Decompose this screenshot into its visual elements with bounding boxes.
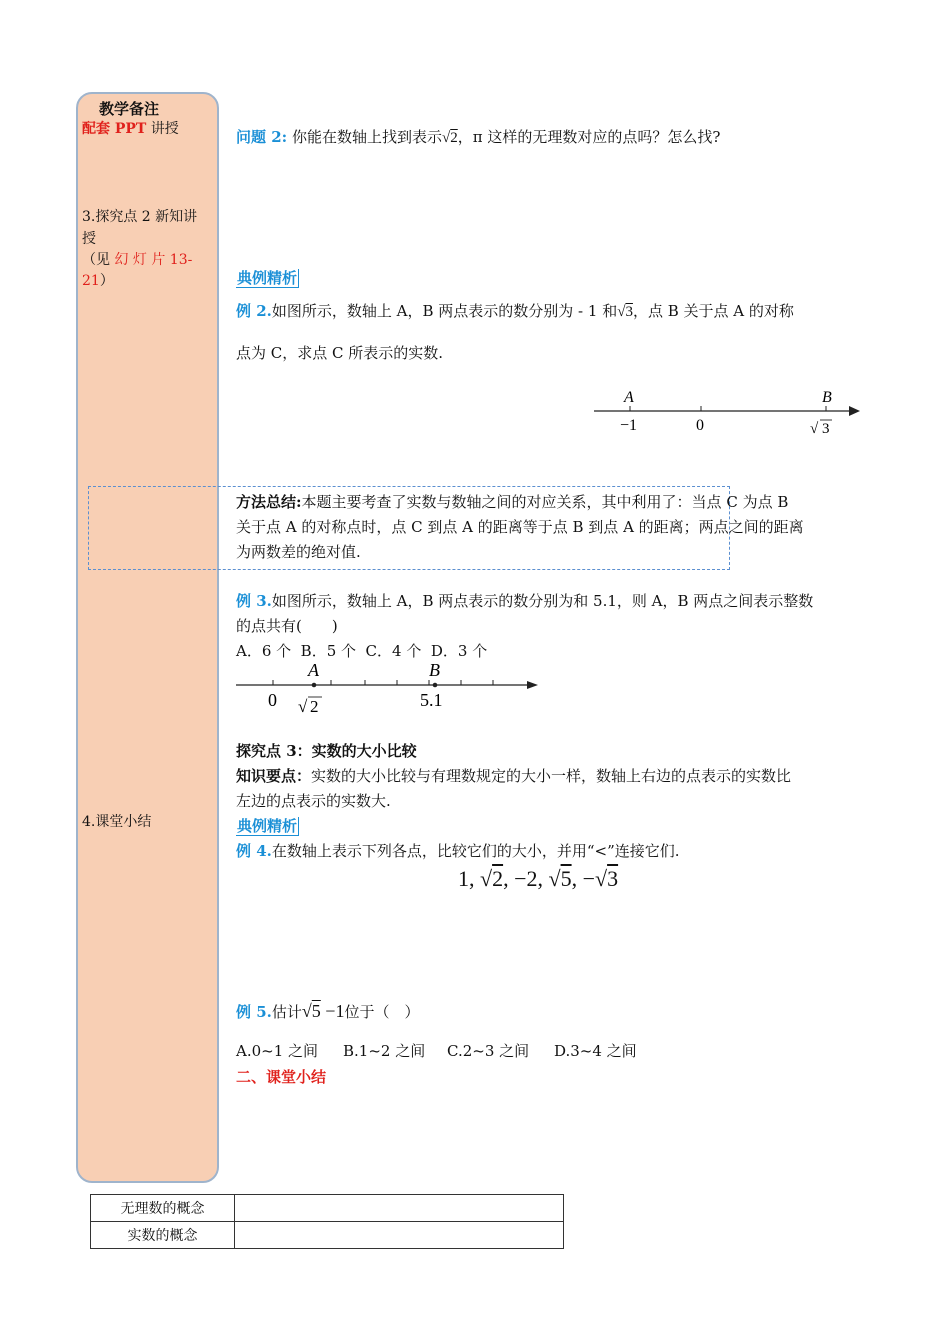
sidebar-step3-line3: （见 幻 灯 片 13- — [82, 252, 193, 268]
sidebar-step3-line2: 授 — [82, 231, 96, 247]
example-3-line1: 例 3.如图所示，数轴上 A，B 两点表示的数分别为和 5.1，则 A，B 两点之间表示整数 — [236, 592, 814, 610]
point-label-b: B — [822, 389, 832, 406]
example-4: 例 4.在数轴上表示下列各点，比较它们的大小，并用“<”连接它们. — [236, 842, 680, 860]
key-point-line1: 知识要点：实数的大小比较与有理数规定的大小一样，数轴上右边的点表示的实数比 — [236, 767, 792, 785]
point-a — [312, 683, 317, 688]
sqrt-symbol: √ — [810, 421, 819, 437]
example-2-line1: 例 2.如图所示，数轴上 A，B 两点表示的数分别为 - 1 和√3，点 B 关于点 A 的对称 — [236, 302, 794, 320]
example-3-line2: 的点共有( ) — [236, 617, 338, 635]
table-cell-label: 实数的概念 — [91, 1222, 235, 1249]
example-2-line2: 点为 C，求点 C 所表示的实数. — [236, 344, 444, 362]
sidebar-step3-line4: 21） — [82, 273, 114, 289]
method-line1: 方法总结:本题主要考查了实数与数轴之间的对应关系，其中利用了：当点 C 为点 B — [236, 493, 789, 511]
tick-label-zero: 0 — [696, 417, 704, 434]
sqrt-symbol: √ — [298, 697, 308, 716]
table-cell-value[interactable] — [235, 1222, 564, 1249]
example-5-option-c: C.2~3 之间 — [447, 1042, 530, 1060]
tick-label-b: 3 — [822, 421, 830, 437]
sqrt-symbol: √ — [442, 130, 451, 146]
axis-arrow — [849, 406, 860, 416]
example-4-expression: 1, √2, −2, √5, −√3 — [458, 866, 619, 891]
point-b — [433, 683, 438, 688]
explore-3-title: 探究点 3：实数的大小比较 — [236, 742, 417, 760]
tick-label-b: 5.1 — [420, 690, 443, 710]
sidebar-ppt-note: 配套 PPT 讲授 — [82, 121, 179, 137]
tick-label-a: −1 — [620, 417, 638, 434]
example-5-option-b: B.1~2 之间 — [343, 1042, 426, 1060]
tick-label-a: 2 — [310, 697, 319, 716]
example-3-options: A．6 个 B．5 个 C．4 个 D．3 个 — [236, 642, 488, 660]
table-row — [91, 1195, 564, 1222]
number-line-1 — [590, 385, 865, 440]
table-cell-label: 无理数的概念 — [91, 1195, 235, 1222]
example-tag: 典例精析 — [237, 269, 298, 287]
method-line3: 为两数差的绝对值. — [236, 543, 361, 561]
point-label-a: A — [624, 389, 634, 406]
example-tag: 典例精析 — [237, 817, 298, 835]
section-2-title: 二、课堂小结 — [236, 1068, 327, 1086]
sidebar-step4: 4.课堂小结 — [82, 814, 152, 830]
summary-table — [90, 1194, 564, 1249]
table-cell-value[interactable] — [235, 1195, 564, 1222]
key-point-line2: 左边的点表示的实数大. — [236, 792, 391, 810]
sidebar-step3-line1: 3.探究点 2 新知讲 — [82, 209, 198, 225]
sidebar-title: 教学备注 — [99, 100, 160, 118]
example-5: 例 5.估计√5 −1位于（ ） — [236, 1001, 420, 1021]
point-label-a: A — [308, 660, 319, 680]
table-row — [91, 1222, 564, 1249]
point-label-b: B — [429, 660, 440, 680]
tick-label-zero: 0 — [268, 690, 277, 710]
question-2: 问题 2: 你能在数轴上找到表示√2，π 这样的无理数对应的点吗？怎么找? — [236, 128, 721, 146]
example-5-option-a: A.0~1 之间 — [236, 1042, 319, 1060]
example-5-option-d: D.3~4 之间 — [554, 1042, 637, 1060]
number-line-2 — [232, 660, 542, 718]
axis-arrow — [527, 681, 538, 689]
method-line2: 关于点 A 的对称点时，点 C 到点 A 的距离等于点 B 到点 A 的距离；两点之间的距离 — [236, 518, 804, 536]
